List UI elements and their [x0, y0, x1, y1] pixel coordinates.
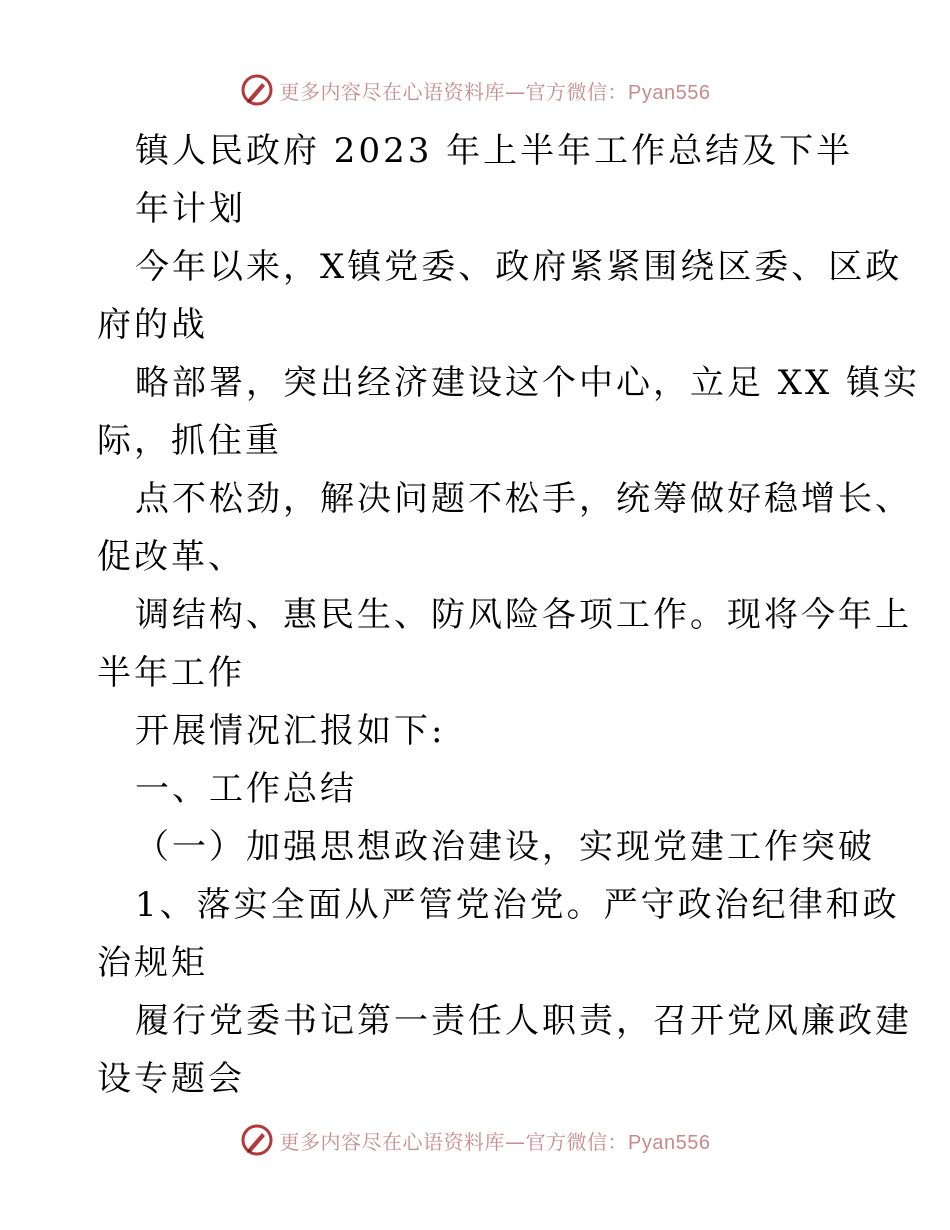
watermark-prefix: 更多内容尽在心语资料库—官方微信：	[279, 79, 629, 104]
paragraph-line: 履行党委书记第一责任人职责，召开党风廉政建	[135, 1001, 912, 1041]
paragraph-line: （一）加强思想政治建设，实现党建工作突破	[135, 827, 875, 867]
paragraph-line: 半年工作	[97, 653, 245, 693]
paragraph-line: 促改革、	[97, 537, 245, 577]
paragraph-line: 际，抓住重	[97, 421, 282, 461]
watermark-prefix: 更多内容尽在心语资料库—官方微信：	[279, 1129, 629, 1154]
paragraph-line: 一、工作总结	[135, 769, 357, 809]
paragraph-line: 1、落实全面从严管党治党。严守政治纪律和政	[135, 885, 900, 925]
paragraph-line: 略部署，突出经济建设这个中心，立足 XX 镇实	[135, 363, 921, 403]
paragraph-line: 治规矩	[97, 943, 208, 983]
watermark-account: Pyan556	[628, 81, 711, 104]
watermark-text	[280, 76, 711, 105]
watermark-header	[0, 70, 950, 110]
watermark-text	[280, 1126, 711, 1155]
pen-logo-icon	[240, 1123, 274, 1157]
document-body	[97, 122, 921, 1108]
watermark-account: Pyan556	[628, 1131, 711, 1154]
watermark-footer	[0, 1120, 950, 1160]
paragraph-line: 今年以来，X镇党委、政府紧紧围绕区委、区政	[135, 247, 903, 287]
pen-logo-icon	[240, 73, 274, 107]
paragraph-line: 开展情况汇报如下:	[135, 711, 446, 751]
paragraph-line: 点不松劲，解决问题不松手，统筹做好稳增长、	[135, 479, 912, 519]
paragraph-line: 调结构、惠民生、防风险各项工作。现将今年上	[135, 595, 912, 635]
paragraph-line: 年计划	[135, 189, 246, 229]
paragraph-line: 设专题会	[97, 1059, 245, 1099]
paragraph-line: 镇人民政府 2023 年上半年工作总结及下半	[135, 131, 854, 171]
paragraph-line: 府的战	[97, 305, 208, 345]
